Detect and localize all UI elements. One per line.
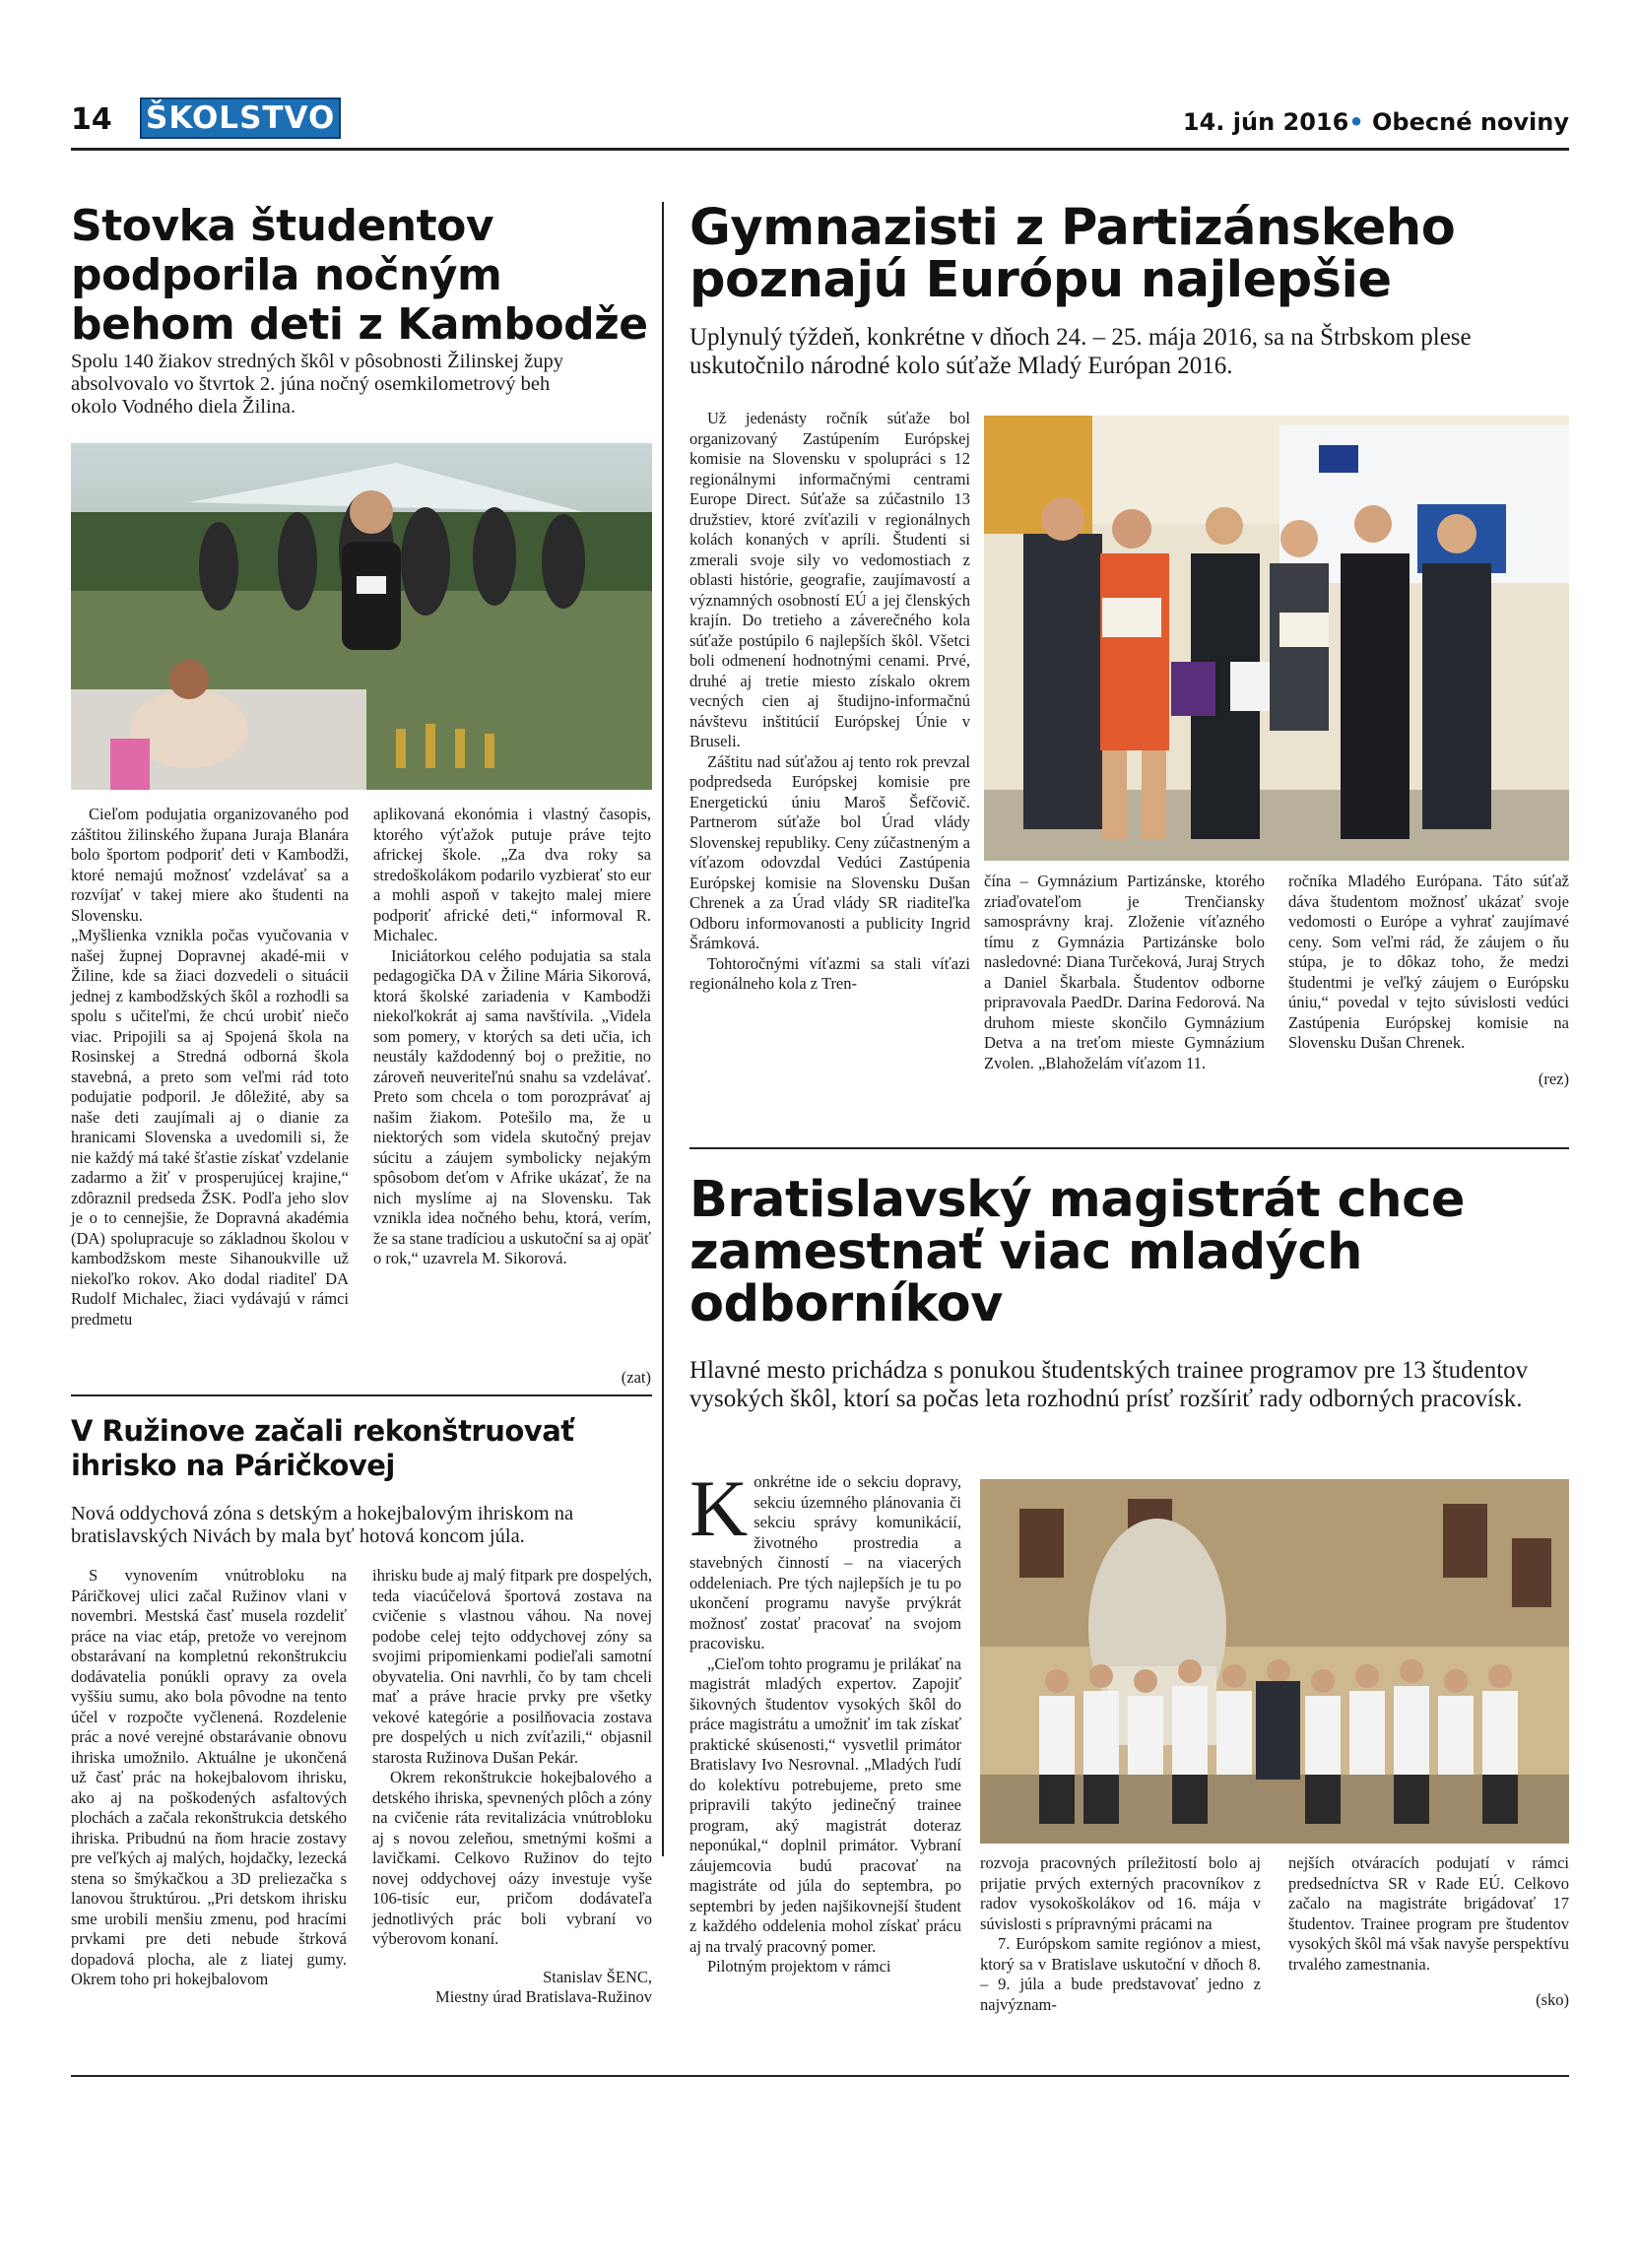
article-column (373, 805, 651, 1269)
paragraph: S vynovením vnútrobloku na Páričkovej ulici začal Ružinov vlani v novembri. Mestská časť musela rozdeliť práce na viac etáp, pretože vo verejnom obstarávaní na kompletnú rekonštrukciu dodávatelia ponúkli opravy za ovela vyššiu sumu, ako bola pôvodne na tento účel v rozpočte vyčlenená. Rozdelenie prác a nové verejné obstarávanie obnovu ihriska umožnilo. Aktuálne je ukončená už časť prác na hokejbalovom ihrisku, ako aj na poškodených asfaltových plochách a začala rekonštrukcia detského ihriska. Pribudnú na ňom hracie zostavy pre veľkých aj malých, hojdačky, lezecká stena so šmýkačkou a 3D preliezačka s lanovou štruktúrou. „Pri detskom ihrisku sme urobili menšiu zmenu, pod hracími prvkami pre deti nebude štrková dopadová plocha, ale z liatej gumy. Okrem toho pri hokejbalovom (71, 1566, 347, 1988)
photo-trainees (980, 1479, 1569, 1844)
paragraph: aplikovaná ekonómia i vlastný časopis, ktorého výťažok putuje práve tejto africkej škole. „Za dva roky sa stredoškolákom podarilo vyzbierať sto eur a mohli aspoň v takejto malej miere podporiť africké deti,“ informoval R. Michalec. (373, 805, 651, 944)
headline (71, 1414, 662, 1483)
paragraph: rozvoja pracovných príležitostí bolo aj prijatie prvých externých pracovníkov z radov vysokoškolákov od 16. mája v súvislosti s prípravnými prácami na (980, 1853, 1261, 1933)
signature-org: Miestny úrad Bratislava-Ružinov (435, 1987, 652, 2006)
paragraph: Cieľom podujatia organizovaného pod záštitou žilinského župana Juraja Blanára bolo športom podporiť deti v Kambodži, ktoré nemajú možnosť vzdelávať sa a rozvíjať v takej miere ako študenti na Slovensku. (71, 805, 349, 925)
article-mlady-europan (689, 199, 1576, 309)
paragraph: 7. Európskom samite regiónov a miest, ktorý sa v Bratislave uskutoční v dňoch 8. – 9. júla a bude predstavovať jedno z najvýznam- (980, 1934, 1261, 2014)
article-lead: Hlavné mesto prichádza s ponukou študentských trainee programov pre 13 študentov vysokých škôl, ktorí sa počas leta rozhodnú prísť rozšíriť rady odborných pracovísk. (689, 1357, 1529, 1412)
paragraph: nejších otváracích podujatí v rámci predsedníctva SR v Rade EÚ. Celkovo začalo na magistráte brigádovať 17 študentov. Trainee program pre študentov vysokých škôl má však navyše perspektívu trvalého zamestnania. (1288, 1853, 1569, 1974)
headline-line: Gymnazisti z Partizánskeho (689, 199, 1456, 257)
paragraph: Pilotným projektom v rámci (707, 1957, 891, 1976)
signature-name: Stanislav ŠENC, (543, 1967, 652, 1986)
article-kambodza (71, 202, 662, 350)
paragraph: Tohtoročnými víťazmi sa stali víťazi regionálneho kola z Tren- (689, 953, 970, 993)
article-divider (689, 1147, 1569, 1149)
paragraph: Už jedenásty ročník súťaže bol organizovaný Zastúpením Európskej komisie na Slovensku v spolupráci s 12 regionálnymi informačnými centrami Europe Direct. Súťaže sa zúčastnilo 13 družstiev, ktoré zvíťazili v regionálnych kolách konaných v apríli. Študenti si zmerali svoje sily vo vedomostiach z oblasti histórie, geografie, zaujímavostí a významných osobností EÚ a jej členských krajín. Do tretieho a záverečného kola súťaže postúpilo 6 najlepších škôl. Všetci boli odmenení hodnotnými cenami. Prvé, druhé aj tretie miesto získalo okrem vecných cien aj študijno-informačnú návštevu inštitúcií Európskej Únie v Bruseli. (689, 409, 970, 750)
photo-winners (984, 416, 1569, 861)
headline-line: behom deti z Kambodže (71, 299, 648, 350)
paragraph: Záštitu nad súťažou aj tento rok prevzal podpredseda Európskej komisie pre Energetickú úniu Maroš Šefčovič. Partnerom súťaže bol Úrad vlády Slovenskej republiky. Ceny zúčastneným a víťazom odovzdal Vedúci Zastúpenia Európskej komisie na Slovensku Dušan Chrenek a za Úrad vlády SR riaditeľka Odboru informovanosti a publicity Ingrid Šrámková. (689, 751, 970, 952)
section-label: ŠKOLSTVO (140, 97, 341, 139)
article-divider (71, 1394, 652, 1396)
headline-line: Bratislavský magistrát chce (689, 1171, 1465, 1229)
issue-info (1183, 108, 1569, 136)
column-divider (662, 202, 664, 1856)
footer-rule (71, 2075, 1569, 2077)
paragraph: čína – Gymnázium Partizánske, ktorého zriaďovateľom je Trenčiansky samosprávny kraj. Zloženie víťazného tímu z Gymnázia Partizánske bolo nasledovné: Diana Turčeková, Juraj Strych a Daniel Škarbala. Študentov odborne pripravovala PaedDr. Darina Fedorová. Na druhom mieste skončilo Gymnázium Detva a na treťom mieste Gymnázium Zvolen. „Blahoželám víťazom 11. (984, 872, 1265, 1072)
article-column (984, 872, 1265, 1073)
headline (689, 1171, 1576, 1333)
article-column (71, 805, 349, 1329)
separator-dot: • (1348, 108, 1364, 136)
signature: (sko) (1536, 1990, 1569, 2009)
page-number: 14 (71, 102, 112, 137)
signature: (rez) (1538, 1069, 1569, 1088)
photo-night-run (71, 443, 652, 790)
headline-line: V Ružinove začali rekonštruovať (71, 1414, 574, 1448)
headline (71, 202, 662, 350)
article-lead: Spolu 140 žiakov stredných škôl v pôsobnosti Žilinskej župy absolvovalo vo štvrtok 2. júna nočný osemkilometrový beh okolo Vodného diela Žilina. (71, 351, 563, 418)
headline-line: poznajú Európu najlepšie (689, 251, 1392, 309)
article-signature (373, 1368, 651, 1389)
paragraph: ročníka Mladého Európana. Táto súťaž dáva študentom možnosť ukázať svoje vedomosti o Európe a vyhrať zaujímavé ceny. Som veľmi rád, že záujem o ňu stúpa, je to dôkaz toho, že medzi študentmi je veľký záujem o Európsku úniu,“ povedal v tejto súvislosti vedúci Zastúpenia Európskej komisie na Slovensku Dušan Chrenek. (1288, 872, 1569, 1052)
article-column (689, 409, 970, 995)
headline-line: podporila nočným (71, 250, 502, 300)
headline-line: zamestnať viac mladých (689, 1223, 1362, 1281)
paragraph: „Cieľom tohto programu je prilákať na magistrát mladých expertov. Zapojiť šikovných študentov vysokých škôl do práce magistrátu a umožniť im tak získať praktické skúsenosti,“ vysvetlil primátor Bratislavy Ivo Nesrovnal. „Mladých ľudí do kolektívu potrebujeme, preto sme pripravili takýto jedinečný trainee program, aký magistrát doteraz neponúkal,“ doplnil primátor. Vybraní záujemcovia budú pracovať na magistráte od júla do septembra, po septembri by jeden najšikovnejší študent z každého oddelenia mohol získať prácu aj na trvalý pracovný pomer. (689, 1653, 961, 1956)
signature: (zat) (621, 1368, 651, 1387)
paragraph: „Myšlienka vznikla počas vyučovania v našej župnej Dopravnej akadé-mii v Žiline, kde sa žiaci dozvedeli o situácii jednej z kambodžských škôl a rozhodli sa spolu s učiteľmi, že chcú urobiť niečo viac. Pripojili sa aj Spojená škola na Rosinskej a Stredná odborná škola stavebná, a preto som veľmi rád toto podujatie podporil. Je dôležité, aby sa naše deti zaujímali aj o dianie za hranicami Slovenska a uvedomili si, že nie každý má také šťastie získať vzdelanie zadarmo a žiť v prosperujúcej krajine,“ zdôraznil predseda ŽSK. Podľa jeho slov je o to cennejšie, že Dopravná akadémia (DA) spolupracuje so základnou školou v kambodžskom meste Sihanoukville už niekoľko rokov. Ako dodal riaditeľ DA Rudolf Michalec, žiaci vydávajú v rámci predmetu (71, 926, 349, 1328)
paragraph: Okrem rekonštrukcie hokejbalového a detského ihriska, spevnených plôch a zóny na cvičenie ráta revitalizácia vnútrobloku aj s novou zeleňou, smetnými košmi a lavičkami. Celkovo Ružinov do tejto novej oddychovej oázy investuje vyše 106-tisíc eur, pričom dodávateľa jednotlivých prác boli vybraní vo výberovom konaní. (372, 1768, 652, 1948)
headline (689, 199, 1576, 309)
drop-cap: K (689, 1463, 749, 1553)
paragraph: onkrétne ide o sekciu dopravy, sekciu územného plánovania či sekciu správy komunikácií, životného prostredia a stavebných činností – na viacerých oddeleniach. Pre tých najlepších je tu po ukončení programu navyše prvýkrát možnosť zostať pracovať na svojom pracovisku. (689, 1472, 961, 1652)
headline-line: ihrisko na Páričkovej (71, 1449, 395, 1482)
article-column (1288, 1853, 1569, 2011)
article-column (71, 1566, 347, 1990)
article-lead: Nová oddychová zóna s detským a hokejbalovým ihriskom na bratislavských Nivách by mala byť hotová koncom júla. (71, 1503, 574, 1547)
article-column (372, 1566, 652, 2008)
header-rule (71, 148, 1569, 151)
headline-line: Stovka študentov (71, 201, 494, 251)
article-ruzinov (71, 1414, 662, 1483)
article-magistrat (689, 1171, 1576, 1333)
article-column (1288, 872, 1569, 1089)
headline-line: odborníkov (689, 1275, 1003, 1333)
article-column (980, 1853, 1261, 2015)
issue-date: 14. jún 2016 (1182, 108, 1349, 136)
paper-name: Obecné noviny (1372, 108, 1569, 136)
paragraph: ihrisku bude aj malý fitpark pre dospelých, teda viacúčelová športová zostava na cvičenie s vlastnou váhou. Na novej podobe celej tejto oddychovej zóny sa svojimi pripomienkami podieľali samotní obyvatelia. Oni navrhli, čo by tam chceli mať a práve hracie prvky pre všetky vekové kategórie a posilňovacia zostava pre dospelých u nich zvíťazili,“ objasnil starosta Ružinova Dušan Pekár. (372, 1566, 652, 1767)
article-column (689, 1463, 961, 1977)
paragraph: Iniciátorkou celého podujatia sa stala pedagogička DA v Žiline Mária Sikorová, ktorá školské zariadenia v Kambodži niekoľkokrát aj sama navštívila. „Videla som pomery, v ktorých sa deti učia, ich neustály každodenný boj o prežitie, no zároveň neuveriteľnú snahu sa vzdelávať. Preto som chcela o tom porozprávať aj našim žiakom. Potešilo ma, že u niektorých som videla skutočný prejav súcitu a záujem symbolicky nejakým spôsobom deťom v Afrike ukázať, že na nich myslíme aj na Slovensku. Tak vznikla idea nočného behu, ktorá, verím, že sa stane tradíciou a uskutoční sa aj opäť o rok,“ uzavrela M. Sikorová. (373, 945, 651, 1267)
article-lead: Uplynulý týždeň, konkrétne v dňoch 24. – 25. mája 2016, sa na Štrbskom plese uskutočnilo národné kolo súťaže Mladý Európan 2016. (689, 324, 1472, 379)
